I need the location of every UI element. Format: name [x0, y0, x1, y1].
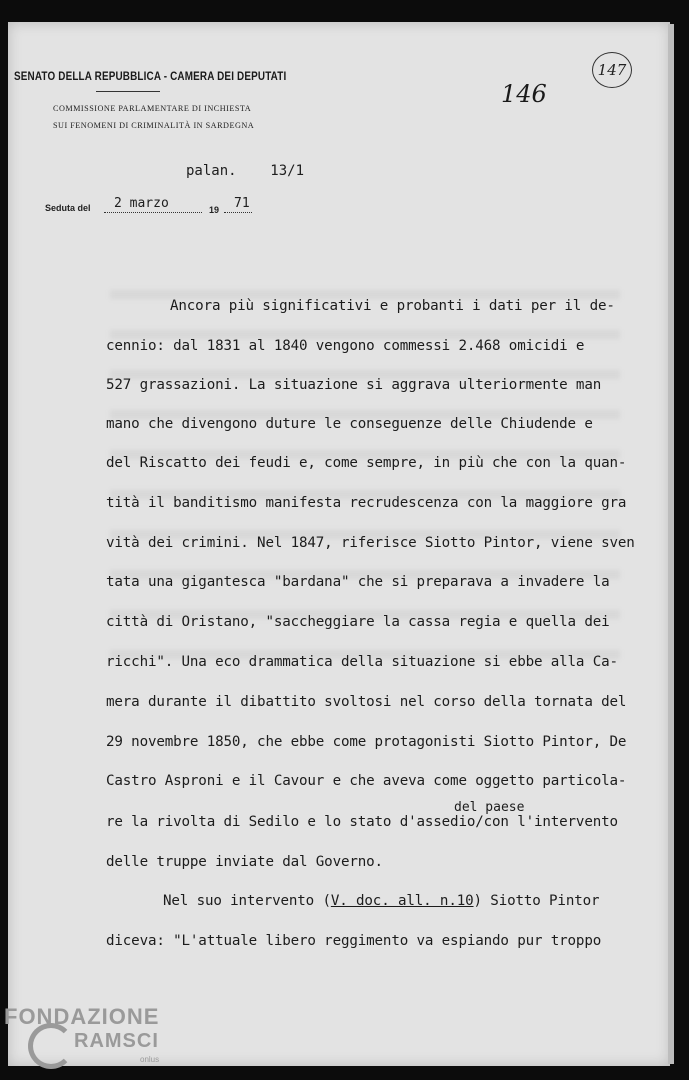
- body-line-4: mano che divengono duture le conseguenze delle Chiudende e: [106, 416, 593, 432]
- session-date-line: [104, 212, 202, 213]
- session-label: Seduta del: [45, 203, 91, 213]
- heading-underline: [96, 91, 160, 92]
- body-line-10: ricchi". Una eco drammatica della situazione si ebbe alla Ca-: [106, 654, 618, 670]
- body-line-6: tità il banditismo manifesta recrudescenza con la maggiore gra: [106, 495, 627, 511]
- body-line-8: tata una gigantesca "bardana" che si preparava a invadere la: [106, 574, 610, 590]
- body-line-3: 527 grassazioni. La situazione si aggrava ulteriormente man: [106, 377, 602, 393]
- handwritten-page-number: 146: [501, 80, 547, 108]
- body-line-15: delle truppe inviate dal Governo.: [106, 854, 383, 870]
- p2-before: Nel suo intervento (: [163, 893, 331, 909]
- watermark-g-logo-icon: [28, 1023, 74, 1069]
- institution-heading: SENATO DELLA REPUBBLICA - CAMERA DEI DEPUTATI: [14, 71, 287, 83]
- body-line-5: del Riscatto dei feudi e, come sempre, in più che con la quan-: [106, 455, 627, 471]
- watermark-onlus: onlus: [140, 1055, 160, 1064]
- paragraph2-line-1: [163, 893, 599, 909]
- stamp-number: 147: [597, 61, 627, 79]
- reference-number: 13/1: [270, 163, 305, 179]
- page-edge: [668, 24, 674, 1064]
- handwritten-insertion: del paese: [454, 800, 525, 815]
- document-reference: V. doc. all. n.10: [330, 893, 474, 909]
- commission-line-2: SUI FENOMENI DI CRIMINALITÀ IN SARDEGNA: [53, 121, 255, 130]
- session-year: 71: [234, 196, 250, 211]
- body-line-14: re la rivolta di Sedilo e lo stato d'assedio/con l'intervento: [106, 814, 618, 830]
- body-line-2: cennio: dal 1831 al 1840 vengono commessi 2.468 omicidi e: [106, 338, 585, 354]
- body-line-12: 29 novembre 1850, che ebbe come protagonisti Siotto Pintor, De: [106, 734, 627, 750]
- commission-line-1: COMMISSIONE PARLAMENTARE DI INCHIESTA: [53, 104, 252, 113]
- session-date: 2 marzo: [114, 196, 169, 211]
- body-line-1: Ancora più significativi e probanti i dati per il de-: [170, 298, 615, 314]
- watermark-fondazione: FONDAZIONE: [4, 1004, 160, 1029]
- body-line-13: Castro Asproni e il Cavour e che aveva come oggetto particola-: [106, 773, 627, 789]
- session-century: 19: [209, 205, 220, 215]
- body-line-11: mera durante il dibattito svoltosi nel corso della tornata del: [106, 694, 627, 710]
- paragraph2-line-2: diceva: "L'attuale libero reggimento va espiando pur troppo: [106, 933, 602, 949]
- body-line-9: città di Oristano, "saccheggiare la cassa regia e quella dei: [106, 614, 610, 630]
- reference-code: [186, 163, 304, 179]
- circled-page-stamp: [592, 52, 632, 88]
- session-year-line: [224, 212, 252, 213]
- reference-label: palan.: [186, 163, 237, 179]
- body-line-7: vità dei crimini. Nel 1847, riferisce Siotto Pintor, viene sven: [106, 535, 635, 551]
- watermark-gramsci: RAMSCI: [74, 1030, 159, 1052]
- p2-after: ) Siotto Pintor: [473, 893, 600, 909]
